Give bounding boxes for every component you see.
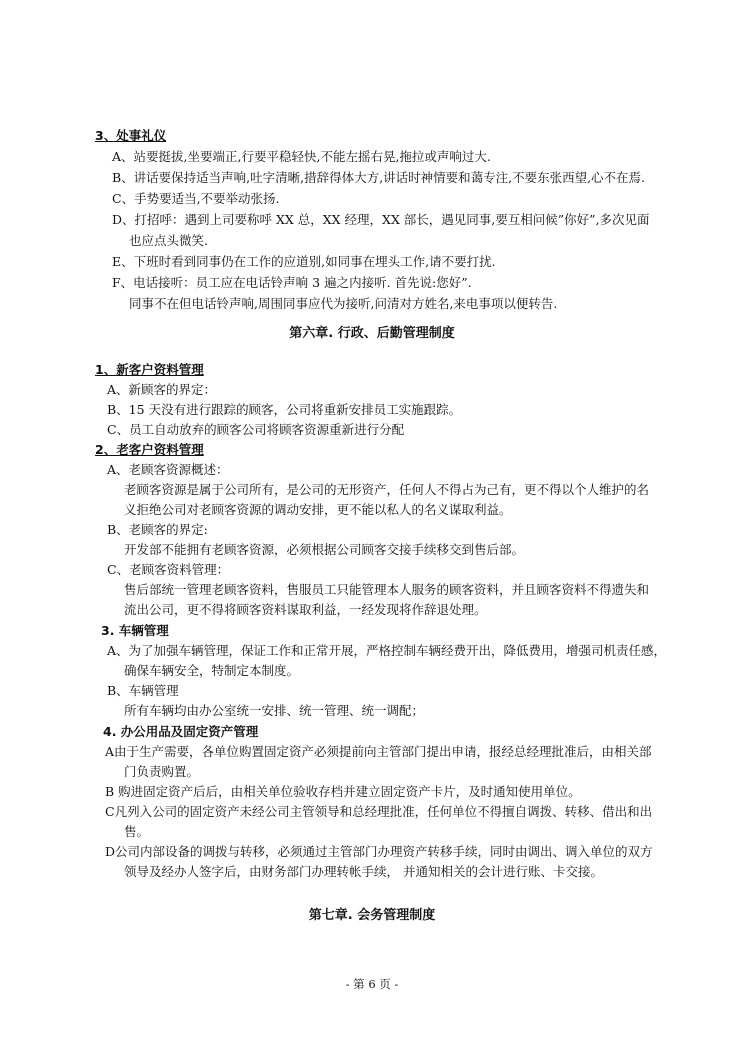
list-item: B、讲话要保持适当声响,吐字清晰,措辞得体大方,讲话时神情要和蔼专注,不要东张西望,心不在焉. bbox=[112, 170, 646, 185]
list-item: 售后部统一管理老顾客资料，售服员工只能管理本人服务的顾客资料，并且顾客资料不得遗失和 bbox=[124, 582, 650, 597]
list-item: F、电话接听：员工应在电话铃声响 3 遍之内接听. 首先说:您好”. bbox=[112, 275, 472, 290]
section-heading: 2、老客户资料管理 bbox=[95, 442, 204, 457]
list-item: 流出公司，更不得将顾客资料谋取利益，一经发现将作辞退处理。 bbox=[124, 602, 487, 617]
list-item: C、手势要适当,不要举动张扬. bbox=[112, 191, 280, 206]
section-heading: 4. 办公用品及固定资产管理 bbox=[103, 724, 259, 739]
list-item: A、老顾客资源概述： bbox=[107, 462, 229, 477]
section-heading: 1、新客户资料管理 bbox=[95, 362, 204, 377]
list-item: 老顾客资源是属于公司所有，是公司的无形资产，任何人不得占为己有，更不得以个人维护的名 bbox=[124, 482, 650, 497]
list-item: B、老顾客的界定: bbox=[107, 522, 208, 537]
list-item: 开发部不能拥有老顾客资源，必须根据公司顾客交接手续移交到售后部。 bbox=[124, 542, 525, 557]
list-item: D公司内部设备的调拨与转移，必须通过主管部门办理资产转移手续，同时由调出、调入单位的双方 bbox=[105, 844, 653, 859]
list-item: B 购进固定资产后后，由相关单位验收存档并建立固定资产卡片，及时通知使用单位。 bbox=[105, 784, 581, 799]
list-item: 售。 bbox=[124, 824, 150, 839]
section-heading: 3. 车辆管理 bbox=[101, 623, 169, 638]
list-item: C凡列入公司的固定资产未经公司主管领导和总经理批准，任何单位不得擅自调拨、转移、借出和出 bbox=[105, 804, 653, 819]
list-item: C、员工自动放弃的顾客公司将顾客资源重新进行分配 bbox=[107, 422, 405, 437]
page-number: - 第 6 页 - bbox=[345, 977, 399, 991]
list-item: B、15 天没有进行跟踪的顾客，公司将重新安排员工实施跟踪。 bbox=[107, 402, 462, 417]
list-item: A、新顾客的界定： bbox=[107, 382, 217, 397]
list-item: 领导及经办人签字后，由财务部门办理转帐手续， 并通知相关的会计进行账、卡交接。 bbox=[124, 864, 603, 879]
list-item: 门负责购置。 bbox=[124, 764, 200, 779]
section-heading: 3、处事礼仪 bbox=[95, 128, 167, 143]
list-item: B、车辆管理 bbox=[107, 683, 179, 698]
list-item: C、老顾客资料管理： bbox=[107, 562, 230, 577]
list-item: 确保车辆安全，特制定本制度。 bbox=[124, 663, 300, 678]
chapter-title: 第七章. 会务管理制度 bbox=[308, 908, 436, 923]
list-item: A由于生产需要，各单位购置固定资产必须提前向主管部门提出申请，报经总经理批准后，由相关部 bbox=[105, 744, 652, 759]
list-item: 同事不在但电话铃声响,周围同事应代为接听,问清对方姓名,来电事项以便转告. bbox=[129, 296, 558, 311]
list-item: A、站要挺拔,坐要端正,行要平稳轻快,不能左摇右晃,拖拉或声响过大. bbox=[112, 149, 491, 164]
list-item: A、为了加强车辆管理，保证工作和正常开展，严格控制车辆经费开出，降低费用，增强司机责任感， bbox=[107, 643, 667, 658]
list-item: 也应点头微笑. bbox=[129, 233, 208, 248]
list-item: 所有车辆均由办公室统一安排、统一管理、统一调配； bbox=[124, 703, 425, 718]
chapter-title: 第六章. 行政、后勤管理制度 bbox=[289, 326, 455, 341]
list-item: E、下班时看到同事仍在工作的应道别,如同事在埋头工作,请不要打扰. bbox=[112, 254, 496, 269]
list-item: D、打招呼：遇到上司要称呼 XX 总，XX 经理，XX 部长，遇见同事,要互相问候”你好”,多次见面 bbox=[112, 212, 650, 227]
list-item: 义拒绝公司对老顾客资源的调动安排，更不能以私人的名义谋取利益。 bbox=[124, 502, 512, 517]
